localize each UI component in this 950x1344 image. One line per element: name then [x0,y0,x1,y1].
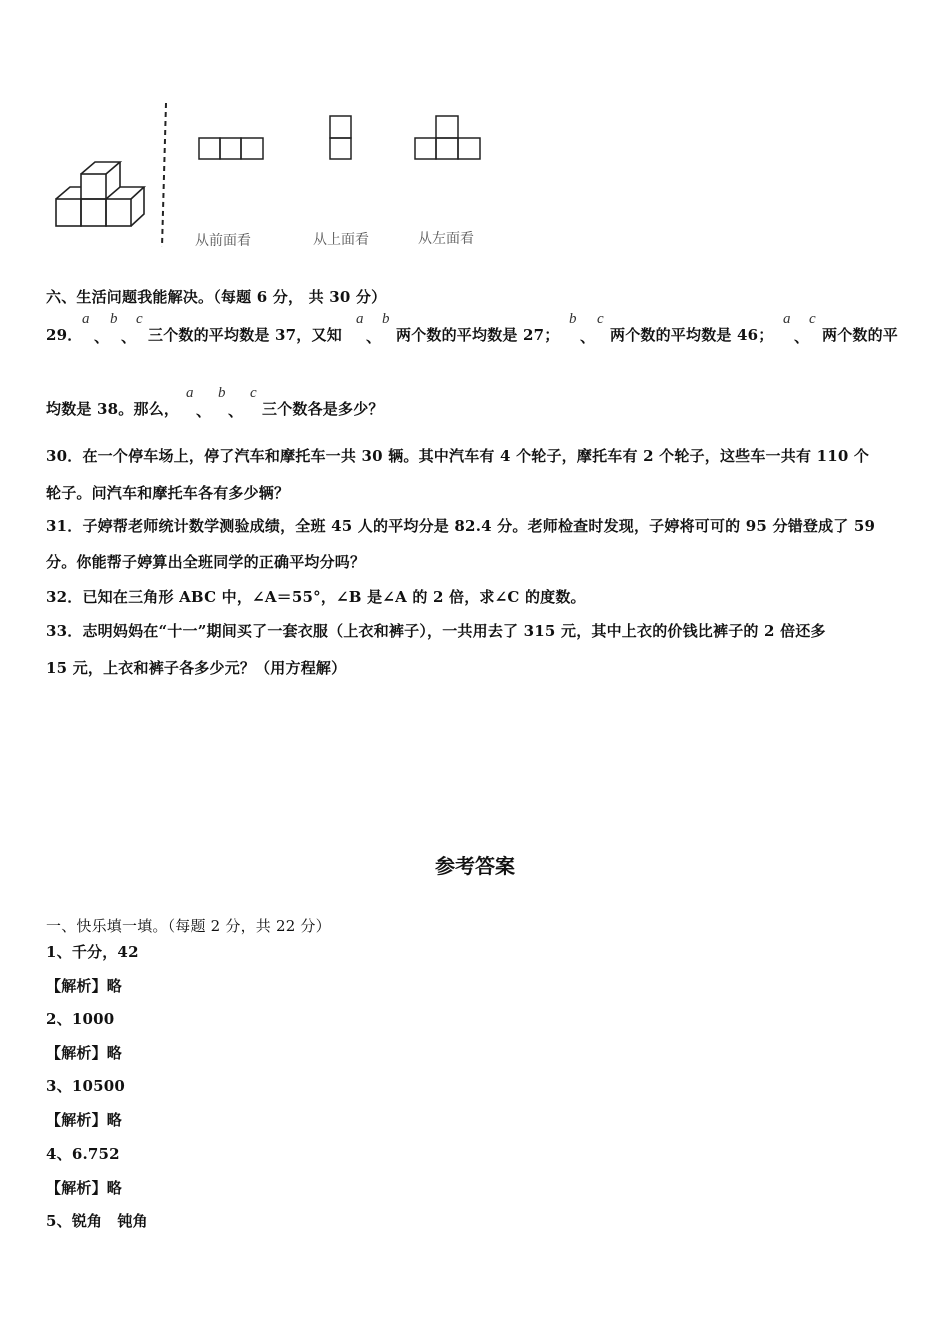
answer-item: 【解析】略 [46,1044,123,1062]
var-c: c [597,311,604,327]
var-b: b [110,311,118,327]
question-33-line-1: 33．志明妈妈在“十一”期间买了一套衣服（上衣和裤子），一共用去了 315 元，其中上衣的价钱比裤子的 2 倍还多 [46,622,826,640]
answer-item: 【解析】略 [46,977,123,995]
q29-text-4: 两个数的平 [822,326,899,344]
dashed-divider [162,103,166,247]
var-c: c [809,311,816,327]
q29-text-2: 两个数的平均数是 27； [396,326,560,344]
sep: 、 [121,328,137,346]
var-a: a [186,385,194,401]
caption-front-view: 从前面看 [195,233,251,249]
question-32: 32．已知在三角形 ABC 中，∠A＝55°，∠B 是∠A 的 2 倍，求∠C 的度数。 [46,588,586,606]
sep: 、 [580,328,596,346]
answer-item: 3、10500 [46,1077,126,1095]
sep: 、 [794,328,810,346]
var-b: b [218,385,226,401]
q29-text-6: 三个数各是多少？ [262,400,384,418]
answer-item: 【解析】略 [46,1179,123,1197]
section-header: 六、生活问题我能解决。（每题 6 分， 共 30 分） [46,288,387,306]
var-a: a [783,311,791,327]
cube-stack-drawing [56,162,144,226]
answer-item: 2、1000 [46,1010,115,1028]
q29-number: 29． [46,326,83,344]
var-a: a [82,311,90,327]
question-31-line-2: 分。你能帮子婷算出全班同学的正确平均分吗？ [46,553,366,571]
var-a: a [356,311,364,327]
sep: 、 [228,402,244,420]
var-b: b [382,311,390,327]
var-c: c [136,311,143,327]
sep: 、 [94,328,110,346]
caption-left-view: 从左面看 [418,231,474,247]
front-view-drawing [199,138,263,159]
question-30-line-2: 轮子。问汽车和摩托车各有多少辆？ [46,484,290,502]
q29-text-5: 均数是 38。那么， [46,400,180,418]
top-view-drawing [330,116,351,159]
question-31-line-1: 31．子婷帮老师统计数学测验成绩，全班 45 人的平均分是 82.4 分。老师检查时发现，子婷将可可的 95 分错登成了 59 [46,517,876,535]
answers-section-header: 一、快乐填一填。（每题 2 分，共 22 分） [46,917,331,935]
answer-item: 【解析】略 [46,1111,123,1129]
q29-text-3: 两个数的平均数是 46； [610,326,774,344]
answers-title: 参考答案 [435,854,515,878]
var-c: c [250,385,257,401]
answer-item: 4、6.752 [46,1145,120,1163]
answer-item: 5、锐角 钝角 [46,1212,148,1230]
question-33-line-2: 15 元，上衣和裤子各多少元？（用方程解） [46,659,347,677]
answer-item: 1、千分，42 [46,943,139,961]
var-b: b [569,311,577,327]
question-30-line-1: 30．在一个停车场上，停了汽车和摩托车一共 30 辆。其中汽车有 4 个轮子，摩托车有 2 个轮子，这些车一共有 110 个 [46,447,870,465]
caption-top-view: 从上面看 [313,232,369,248]
left-view-drawing [415,116,480,159]
sep: 、 [366,328,382,346]
sep: 、 [196,402,212,420]
q29-text-1: 三个数的平均数是 37，又知 [148,326,342,344]
